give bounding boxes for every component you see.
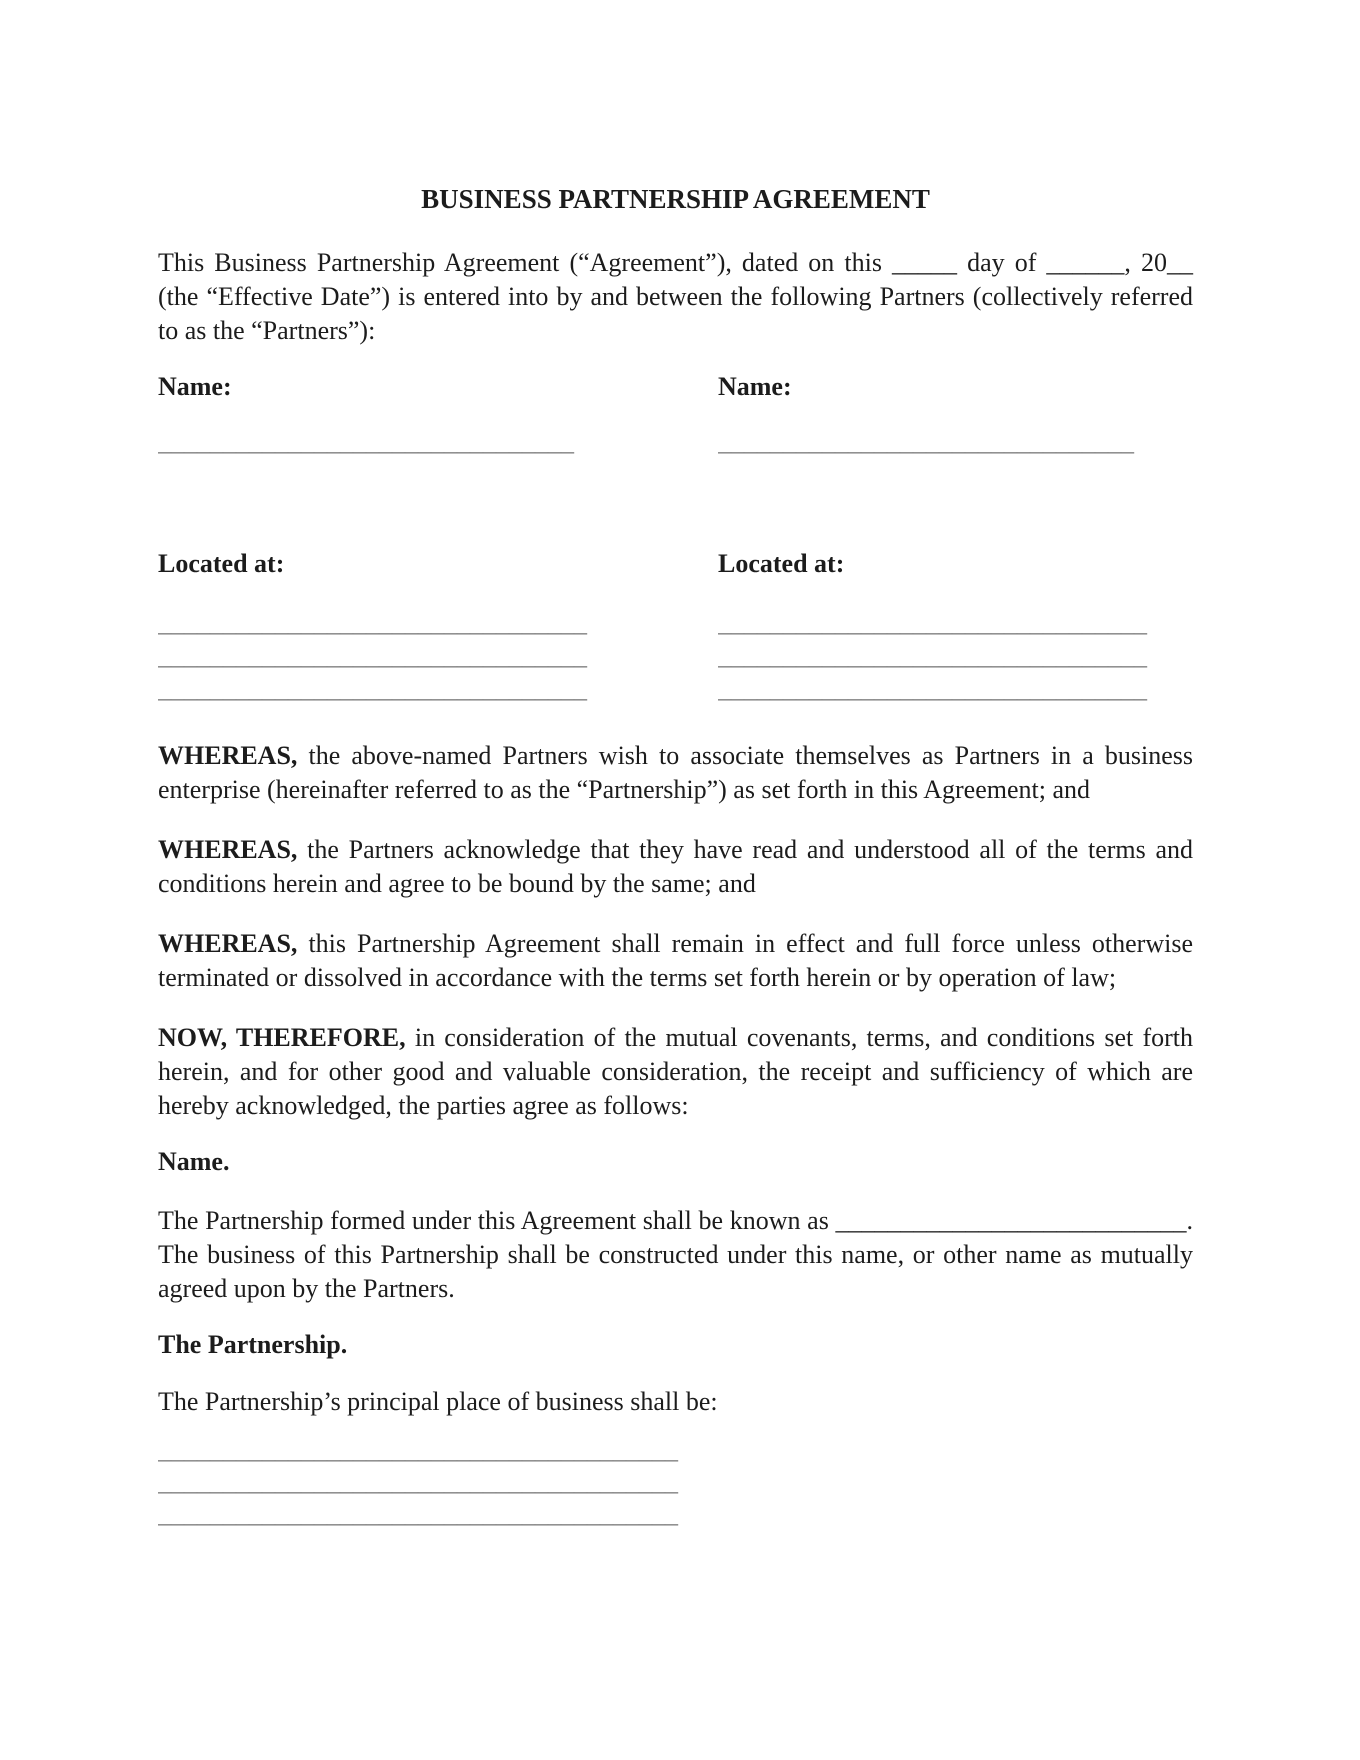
whereas-lead-1: WHEREAS, <box>158 741 298 770</box>
located-line-right-3: _________________________________ <box>718 674 1147 703</box>
section-heading-partnership: The Partnership. <box>158 1330 348 1359</box>
principal-place-lines <box>158 1434 1193 1530</box>
whereas-paragraph-1 <box>158 739 1193 807</box>
partner-name-labels-row <box>158 370 1193 404</box>
whereas-text-2: the Partners acknowledge that they have read and understood all of the terms and conditions herein and agree to be bound by the same; and <box>158 835 1193 898</box>
section-heading-name: Name. <box>158 1147 230 1176</box>
whereas-paragraph-3 <box>158 927 1193 995</box>
whereas-lead-2: WHEREAS, <box>158 835 298 864</box>
intro-paragraph: This Business Partnership Agreement (“Agreement”), dated on this _____ day of ______, 20__ (the “Effective Date”) is entered into by and between the following Partners (collectively referred to as the “Partners”): <box>158 248 1193 345</box>
principal-place-line-1: ________________________________________ <box>158 1435 678 1464</box>
located-lines-left <box>158 606 718 705</box>
located-line-right-2: _________________________________ <box>718 641 1147 670</box>
located-label-right: Located at: <box>718 549 845 578</box>
whereas-paragraph-2 <box>158 833 1193 901</box>
partner-name-label-left: Name: <box>158 372 232 401</box>
principal-place-paragraph: The Partnership’s principal place of business shall be: <box>158 1387 718 1416</box>
now-therefore-lead: NOW, THEREFORE, <box>158 1023 406 1052</box>
located-labels-row <box>158 547 1193 581</box>
principal-place-line-3: ________________________________________ <box>158 1499 678 1528</box>
partner-name-label-right: Name: <box>718 372 792 401</box>
whereas-lead-3: WHEREAS, <box>158 929 298 958</box>
partner-name-line-right: ________________________________ <box>718 427 1134 456</box>
now-therefore-paragraph <box>158 1021 1193 1123</box>
whereas-text-3: this Partnership Agreement shall remain in effect and full force unless otherwise terminated or dissolved in accordance with the terms set forth herein or by operation of law; <box>158 929 1193 992</box>
located-line-left-1: _________________________________ <box>158 608 587 637</box>
partnership-name-paragraph: The Partnership formed under this Agreement shall be known as ___________________________. The business of this Partnership shall be constructed under this name, or other name as mutually agreed upon by the Partners. <box>158 1206 1193 1303</box>
located-lines-rows <box>158 606 1193 705</box>
doc-title: BUSINESS PARTNERSHIP AGREEMENT <box>421 184 930 214</box>
whereas-text-1: the above-named Partners wish to associate themselves as Partners in a business enterprise (hereinafter referred to as the “Partnership”) as set forth in this Agreement; and <box>158 741 1193 804</box>
located-line-right-1: _________________________________ <box>718 608 1147 637</box>
located-line-left-2: _________________________________ <box>158 641 587 670</box>
partner-name-lines-row <box>158 425 1193 459</box>
principal-place-line-2: ________________________________________ <box>158 1467 678 1496</box>
now-therefore-text: in consideration of the mutual covenants, terms, and conditions set forth herein, and for other good and valuable consideration, the receipt and sufficiency of which are hereby acknowledged, the parties agree as follows: <box>158 1023 1193 1120</box>
located-line-left-3: _________________________________ <box>158 674 587 703</box>
located-label-left: Located at: <box>158 549 285 578</box>
partner-name-line-left: ________________________________ <box>158 427 574 456</box>
located-lines-right <box>718 606 1193 705</box>
